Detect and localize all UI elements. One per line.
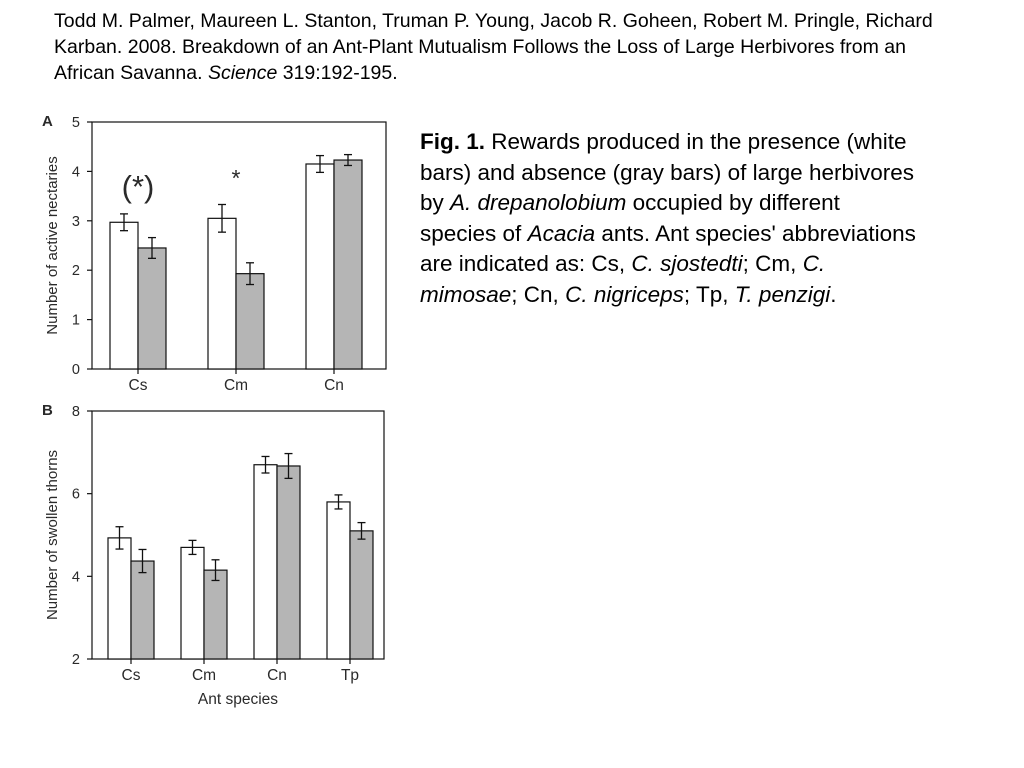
bar-b-cm-absent	[204, 570, 227, 659]
citation-journal: Science	[207, 62, 278, 84]
caption-species-2: Acacia	[527, 220, 596, 246]
bar-b-tp-present	[327, 502, 350, 659]
bar-a-cn-present	[306, 164, 334, 369]
panel-a-category-label: Cm	[223, 377, 249, 394]
panel-a-y-axis-label: Number of active nectaries	[44, 156, 61, 335]
bar-b-cn-present	[254, 465, 277, 659]
caption-text-1: Rewards produced in the presence (white bars) and absence (gray bars) of large herbivores by	[420, 129, 915, 215]
panel-b-ytick-label: 4	[71, 569, 80, 586]
bar-b-cs-present	[108, 538, 131, 659]
bar-b-cm-present	[181, 547, 204, 659]
panel-a-ytick-label: 5	[71, 115, 80, 131]
panel-a-category-label: Cs	[128, 377, 148, 394]
panel-b-x-axis-label: Ant species	[197, 691, 279, 708]
significance-marker-cs: (*)	[121, 169, 155, 204]
bar-a-cm-present	[208, 218, 236, 369]
panel-b-category-label: Cm	[191, 667, 217, 684]
panel-b-category-label: Cs	[121, 667, 141, 684]
caption-text-3: ants. Ant species' abbreviations are indicated as: Cs,	[420, 220, 916, 276]
bar-b-cn-absent	[277, 466, 300, 659]
caption-text-2: occupied by different species of	[420, 190, 840, 246]
caption-text-6: ; Tp,	[683, 281, 729, 307]
bar-a-cm-absent	[236, 274, 264, 369]
panel-a-ytick-label: 4	[71, 164, 80, 181]
panel-a-category-label: Cn	[324, 377, 344, 394]
panel-b-ytick-label: 2	[71, 652, 80, 668]
citation-volume: 319:192-195.	[282, 62, 398, 84]
panel-a-ytick-label: 0	[71, 362, 80, 378]
caption-species-6: T. penzigi	[734, 281, 831, 307]
significance-marker-cm: *	[231, 165, 241, 191]
panel-a-ytick-label: 3	[71, 213, 80, 230]
bar-b-tp-absent	[350, 531, 373, 659]
panel-a-label: A	[42, 113, 53, 130]
caption-label: Fig. 1.	[420, 129, 486, 154]
caption-text-7: .	[830, 281, 837, 307]
citation-title: 2008. Breakdown of an Ant-Plant Mutualism Follows the Loss of Large Herbivores from an African Savanna.	[54, 36, 906, 84]
bar-a-cs-present	[110, 222, 138, 369]
caption-text-4: ; Cm,	[742, 251, 797, 276]
panel-b-ytick-label: 6	[71, 486, 80, 503]
bar-b-cs-absent	[131, 561, 154, 659]
caption-species-1: A. drepanolobium	[450, 190, 627, 215]
panel-a-ytick-label: 2	[71, 263, 80, 280]
panel-b-label: B	[42, 402, 53, 419]
caption-species-3: C. sjostedti	[631, 251, 743, 276]
panel-b-ytick-label: 8	[71, 404, 80, 420]
bar-a-cn-absent	[334, 160, 362, 369]
panel-a-ytick-label: 1	[71, 312, 80, 329]
panel-b-category-label: Tp	[340, 667, 360, 684]
panel-b-category-label: Cn	[267, 667, 287, 684]
caption-text-5: ; Cn,	[511, 281, 559, 307]
panel-b-y-axis-label: Number of swollen thorns	[44, 449, 61, 621]
caption-species-4: C. mimosae	[420, 251, 826, 307]
caption-species-5: C. nigriceps	[565, 281, 684, 307]
bar-a-cs-absent	[138, 248, 166, 369]
citation-authors: Todd M. Palmer, Maureen L. Stanton, Truman P. Young, Jacob R. Goheen, Robert M. Pringle, Richard Karban.	[54, 10, 933, 58]
